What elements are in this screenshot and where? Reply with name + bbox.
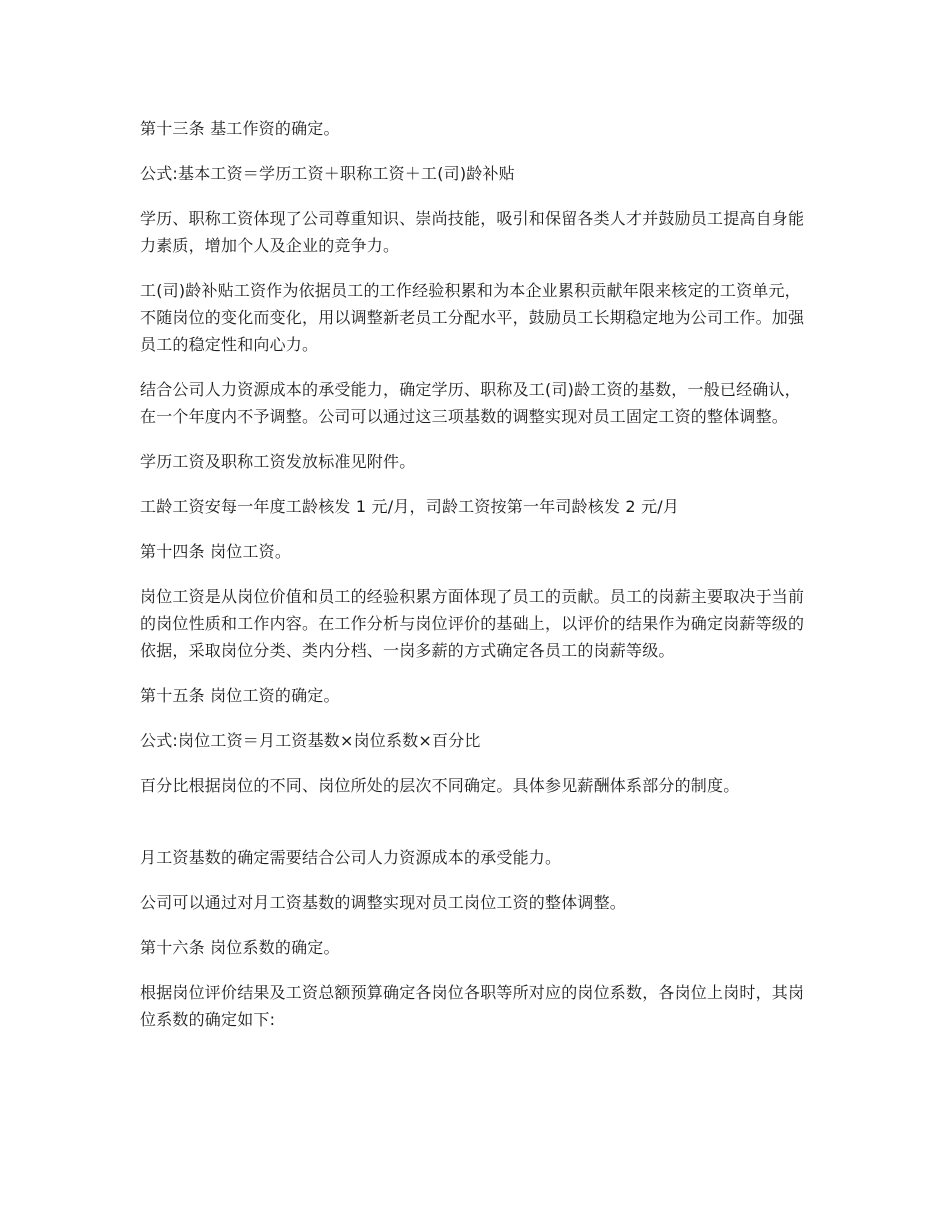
base-adjustment-paragraph: 结合公司人力资源成本的承受能力，确定学历、职称及工(司)龄工资的基数，一般已经确认，在一个年度内不予调整。公司可以通过这三项基数的调整实现对员工固定工资的整体调整。 (140, 380, 801, 426)
position-salary-formula: 公式:岗位工资＝月工资基数×岗位系数×百分比 (140, 731, 481, 750)
attachment-reference-paragraph: 学历工资及职称工资发放标准见附件。 (140, 452, 416, 471)
article-13-heading: 第十三条 基工作资的确定。 (140, 119, 340, 138)
article-14-heading: 第十四条 岗位工资。 (140, 542, 292, 561)
document-page (140, 115, 810, 1033)
base-salary-formula: 公式:基本工资＝学历工资＋职称工资＋工(司)龄补贴 (140, 164, 515, 183)
seniority-allowance-paragraph: 工(司)龄补贴工资作为依据员工的工作经验积累和为本企业累积贡献年限来核定的工资单元，不随岗位的变化而变化，用以调整新老员工分配水平，鼓励员工长期稳定地为公司工作。加强员工的稳定性和向心力。 (140, 281, 805, 354)
monthly-base-adjustment-paragraph: 公司可以通过对月工资基数的调整实现对员工岗位工资的整体调整。 (140, 893, 627, 912)
education-title-salary-paragraph: 学历、职称工资体现了公司尊重知识、崇尚技能，吸引和保留各类人才并鼓励员工提高自身能力素质，增加个人及企业的竞争力。 (140, 209, 805, 255)
monthly-base-paragraph: 月工资基数的确定需要结合公司人力资源成本的承受能力。 (140, 848, 562, 867)
article-15-heading: 第十五条 岗位工资的确定。 (140, 686, 340, 705)
article-16-heading: 第十六条 岗位系数的确定。 (140, 938, 340, 957)
position-salary-paragraph: 岗位工资是从岗位价值和员工的经验积累方面体现了员工的贡献。员工的岗薪主要取决于当前的岗位性质和工作内容。在工作分析与岗位评价的基础上，以评价的结果作为确定岗薪等级的依据，采取岗位分类、类内分档、一岗多薪的方式确定各员工的岗薪等级。 (140, 587, 805, 660)
seniority-rate-paragraph: 工龄工资安每一年度工龄核发 1 元/月，司龄工资按第一年司龄核发 2 元/月 (140, 497, 680, 516)
percentage-paragraph: 百分比根据岗位的不同、岗位所处的层次不同确定。具体参见薪酬体系部分的制度。 (140, 776, 740, 795)
position-coefficient-paragraph: 根据岗位评价结果及工资总额预算确定各岗位各职等所对应的岗位系数，各岗位上岗时，其岗位系数的确定如下: (140, 983, 805, 1029)
